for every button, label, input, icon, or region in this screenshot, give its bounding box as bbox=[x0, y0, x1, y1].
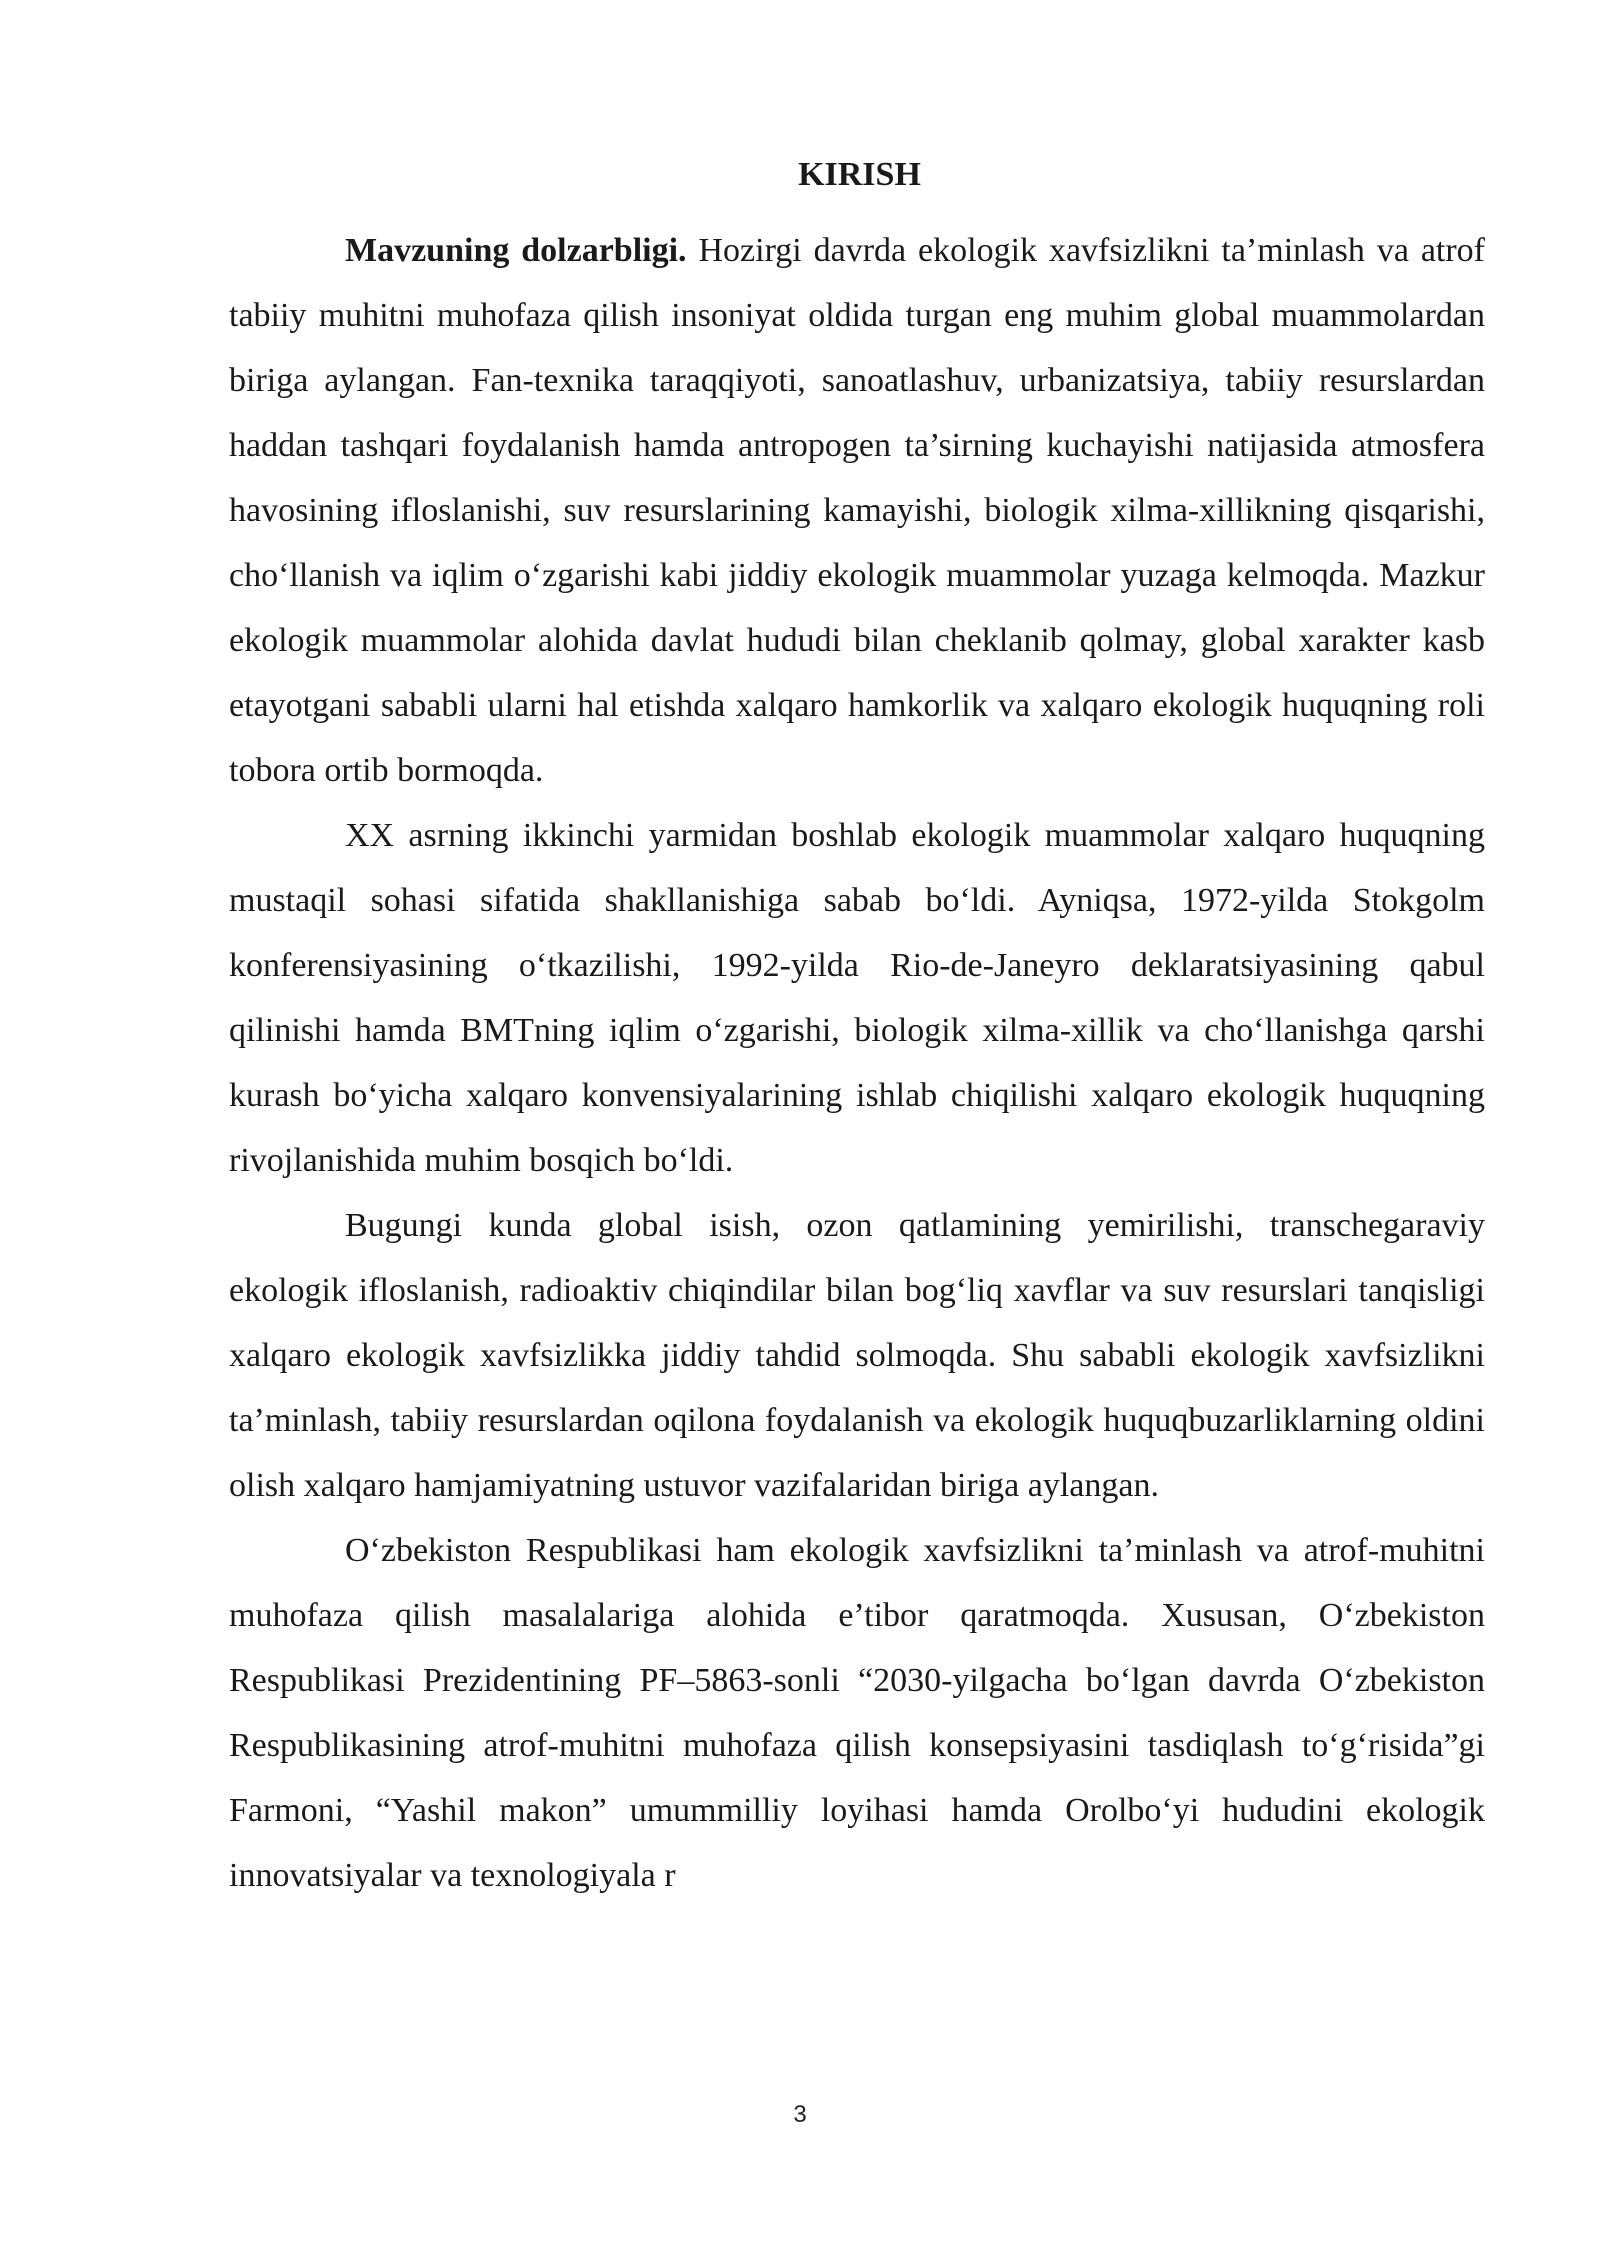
paragraph-text: Hozirgi davrda ekologik xavfsizlikni ta’minlash va atrof tabiiy muhitni muhofaza qilish insoniyat oldida turgan eng muhim global muammolardan biriga aylangan. Fan-texnika taraqqiyoti, sanoatlashuv, urbanizatsiya, tabiiy resurslardan haddan tashqari foydalanish hamda antropogen ta’sirning kuchayishi natijasida atmosfera havosining ifloslanishi, suv resurslarining kamayishi, biologik xilma-xillikning qisqarishi, cho‘llanish va iqlim o‘zgarishi kabi jiddiy ekologik muammolar yuzaga kelmoqda. Mazkur ekologik muammolar alohida davlat hududi bilan cheklanib qolmay, global xarakter kasb etayotgani sababli ularni hal etishda xalqaro hamkorlik va xalqaro ekologik huquqning roli tobora ortib bormoqda. bbox=[229, 232, 1486, 789]
paragraph-relevance bbox=[229, 218, 1485, 803]
page-number: 3 bbox=[793, 2101, 807, 2128]
paragraph-lead: Mavzuning dolzarbligi. bbox=[345, 232, 687, 269]
paragraph-uzbekistan: O‘zbekiston Respublikasi ham ekologik xavfsizlikni ta’minlash va atrof-muhitni muhofaza qilish masalalariga alohida e’tibor qaratmoqda. Xususan, O‘zbekiston Respublikasi Prezidentining PF–5863-sonli “2030-yilgacha bo‘lgan davrda O‘zbekiston Respublikasining atrof-muhitni muhofaza qilish konsepsiyasini tasdiqlash to‘g‘risida”gi Farmoni, “Yashil makon” umummilliy loyihasi hamda Orolbo‘yi hududini ekologik innovatsiyalar va texnologiyala r bbox=[229, 1532, 1485, 1894]
paragraph-threats: Bugungi kunda global isish, ozon qatlamining yemirilishi, transchegaraviy ekologik ifloslanish, radioaktiv chiqindilar bilan bog‘liq xavflar va suv resurslari tanqisligi xalqaro ekologik xavfsizlikka jiddiy tahdid solmoqda. Shu sababli ekologik xavfsizlikni ta’minlash, tabiiy resurslardan oqilona foydalanish va ekologik huquqbuzarliklarning oldini olish xalqaro hamjamiyatning ustuvor vazifalaridan biriga aylangan. bbox=[229, 1207, 1485, 1504]
paragraph-history: XX asrning ikkinchi yarmidan boshlab ekologik muammolar xalqaro huquqning mustaqil sohasi sifatida shakllanishiga sabab bo‘ldi. Ayniqsa, 1972-yilda Stokgolm konferensiyasining o‘tkazilishi, 1992-yilda Rio-de-Janeyro deklaratsiyasining qabul qilinishi hamda BMTning iqlim o‘zgarishi, biologik xilma-xillik va cho‘llanishga qarshi kurash bo‘yicha xalqaro konvensiyalarining ishlab chiqilishi xalqaro ekologik huquqning rivojlanishida muhim bosqich bo‘ldi. bbox=[229, 817, 1485, 1179]
body-text bbox=[229, 218, 1485, 1908]
section-title: KIRISH bbox=[798, 156, 921, 193]
